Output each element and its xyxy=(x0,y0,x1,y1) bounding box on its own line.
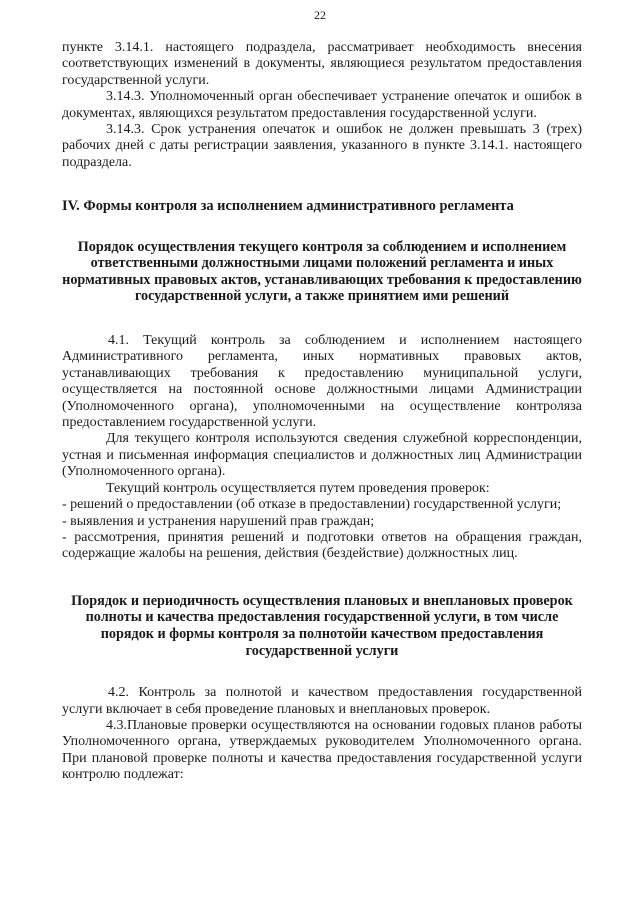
paragraph-continuation: пункте 3.14.1. настоящего подраздела, рассматривает необходимость внесения соответствующих изменений в документы, являющиеся результатом предоставления государственной услуги. xyxy=(62,40,582,88)
paragraph-4-3: 4.3.Плановые проверки осуществляются на основании годовых планов работы Уполномоченного органа, утверждаемых руководителем Уполномоченного органа. При плановой проверке полноты и качества предоставления государственной услуги контролю подлежат: xyxy=(62,717,582,783)
list-item: - рассмотрения, принятия решений и подготовки ответов на обращения граждан, содержащие жалобы на решения, действия (бездействие) должностных лиц. xyxy=(62,529,582,562)
paragraph-3-14-3-a: 3.14.3. Уполномоченный орган обеспечивает устранение опечаток и ошибок в документах, являющихся результатом предоставления государственной услуги. xyxy=(62,89,582,121)
page-number: 22 xyxy=(314,8,326,22)
subsection-heading-inspections: Порядок и периодичность осуществления плановых и внеплановых проверок полноты и качества предоставления государственной услуги, в том числе порядок и формы контроля за полнотойи качеством предоставления государственной услуги xyxy=(71,592,573,659)
paragraph-3-14-3-b: 3.14.3. Срок устранения опечаток и ошибок не должен превышать 3 (трех) рабочих дней с даты регистрации заявления, указанного в пункте 3.14.1. настоящего подраздела. xyxy=(62,122,582,170)
paragraph-4-1: 4.1. Текущий контроль за соблюдением и исполнением настоящего Административного регламента, иных нормативных правовых актов, устанавливающих требования к предоставлению муниципальной услуги, осуществляется на постоянной основе должностными лицами Администрации (Уполномоченного органа), уполномоченными на осуществление контроляза предоставлением государственной услуги. xyxy=(62,333,582,431)
list-item: - выявления и устранения нарушений прав граждан; xyxy=(62,513,375,529)
paragraph-control-method: Текущий контроль осуществляется путем проведения проверок: xyxy=(106,480,490,496)
page-content xyxy=(62,40,582,784)
subsection-heading-current-control: Порядок осуществления текущего контроля за соблюдением и исполнением ответственными должностными лицами положений регламента и иных нормативных правовых актов, устанавливающих требования к предоставлению государственной услуги, а также принятием ими решений xyxy=(62,238,582,305)
list-item: - решений о предоставлении (об отказе в предоставлении) государственной услуги; xyxy=(62,497,562,513)
paragraph-control-sources: Для текущего контроля используются сведения служебной корреспонденции, устная и письменная информация специалистов и должностных лиц Администрации (Уполномоченного органа). xyxy=(62,431,582,480)
paragraph-4-2: 4.2. Контроль за полнотой и качеством предоставления государственной услуги включает в себя проведение плановых и внеплановых проверок. xyxy=(62,685,582,717)
section-title: IV. Формы контроля за исполнением административного регламента xyxy=(62,198,514,215)
